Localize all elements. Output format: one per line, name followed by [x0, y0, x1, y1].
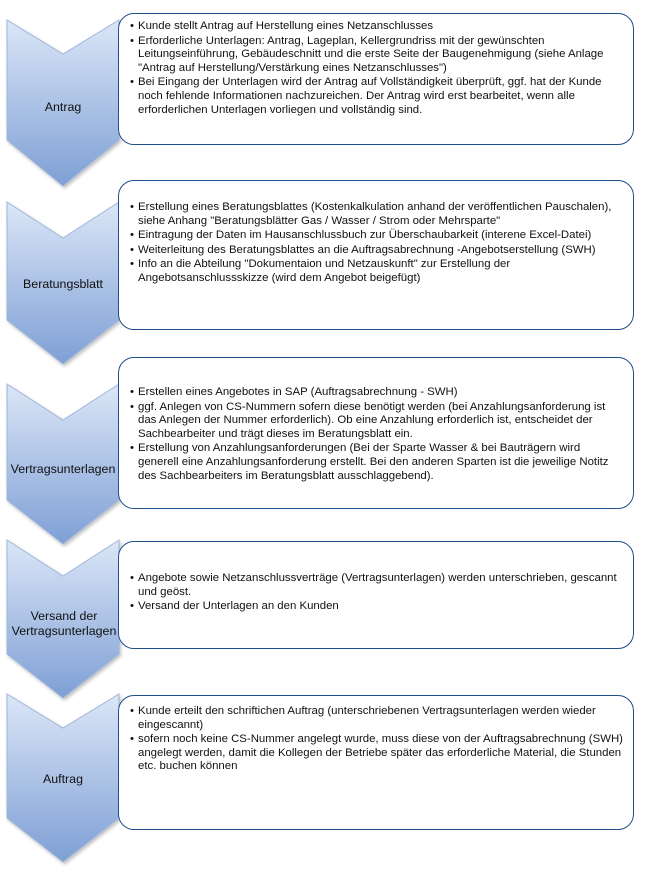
bullet-item: • Versand der Unterlagen an den Kunden — [131, 600, 623, 614]
bullet-item: • Eintragung der Daten im Hausanschlussbuch zur Überschaubarkeit (interene Excel-Datei) — [131, 229, 623, 243]
bullet-item: • Weiterleitung des Beratungsblattes an die Auftragsabrechnung -Angebotserstellung (SWH) — [131, 244, 623, 258]
bullet-item: • Kunde stellt Antrag auf Herstellung eines Netzanschlusses — [131, 20, 623, 34]
step-box-versand — [118, 541, 634, 649]
step-box-auftrag — [118, 695, 634, 830]
step-label-antrag: Antrag — [44, 100, 82, 114]
bullet-item: • Erforderliche Unterlagen: Antrag, Lageplan, Kellergrundriss mit der gewünschten Leitungseinführung, Gebäudeschnitt und die erste Seite der Baugenehmigung (siehe Anlage "Antrag auf Herstellung/Verstärkung eines Netzanschlusses") — [131, 35, 623, 76]
step-label-vertragsunterlagen: Vertragsunterlagen — [10, 462, 116, 476]
step-label-auftrag: Auftrag — [43, 772, 83, 786]
bullet-item: • Erstellung von Anzahlungsanforderungen (Bei der Sparte Wasser & bei Bauträgern wird generell eine Anzahlungsanforderung erstellt. Bei den anderen Sparten ist die jeweilige Notitz des Sachbearbeiters im Beratungsblatt ausschlaggebend). — [131, 442, 623, 483]
step-box-antrag — [118, 13, 634, 145]
bullet-item: • Angebote sowie Netzanschlussverträge (Vertragsunterlagen) werden unterschrieben, gescannt und geöst. — [131, 572, 623, 599]
bullet-item: • Bei Eingang der Unterlagen wird der Antrag auf Vollständigkeit überprüft, ggf. hat der Kunde noch fehlende Informationen nachzureichen. Der Antrag wird erst bearbeitet, wenn alle erforderlichen Unterlagen vorliegen und vollständig sind. — [131, 76, 623, 117]
bullet-item: • Info an die Abteilung "Dokumentaion und Netzauskunft" zur Erstellung der Angebotsanschlussskizze (wird dem Angebot beigefügt) — [131, 258, 623, 285]
bullet-item: • ggf. Anlegen von CS-Nummern sofern diese benötigt werden (bei Anzahlungsanforderung ist das Anlegen der Nummer erforderlich). Ob eine Anzahlung erforderlich ist, entscheidet der Sachbearbeiter und trägt dieses im Beratungsblatt ein. — [131, 401, 623, 442]
bullet-item: • sofern noch keine CS-Nummer angelegt wurde, muss diese von der Auftragsabrechnung (SWH) angelegt werden, damit die Kollegen der Betriebe später das erforderliche Material, die Stunden etc. buchen können — [131, 733, 623, 774]
bullet-item: • Erstellung eines Beratungsblattes (Kostenkalkulation anhand der veröffentlichen Pauschalen), siehe Anhang "Beratungsblätter Gas / Wasser / Strom oder Mehrsparte" — [131, 201, 623, 228]
step-label-versand: Versand der Vertragsunterlagen — [11, 609, 117, 638]
bullet-item: • Erstellen eines Angebotes in SAP (Auftragsabrechnung - SWH) — [131, 386, 623, 400]
step-box-beratungsblatt — [118, 180, 634, 330]
step-label-beratungsblatt: Beratungsblatt — [23, 277, 103, 291]
bullet-item: • Kunde erteilt den schriftichen Auftrag (unterschriebenen Vertragsunterlagen werden wieder eingescannt) — [131, 705, 623, 732]
step-box-vertragsunterlagen — [118, 357, 634, 509]
